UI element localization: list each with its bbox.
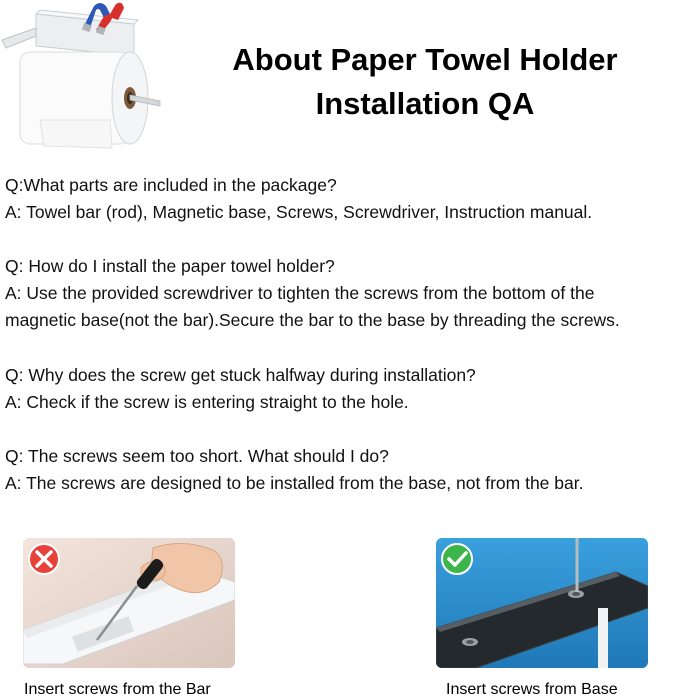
- answer-text: A: Towel bar (rod), Magnetic base, Screws, Screwdriver, Instruction manual.: [5, 202, 593, 222]
- product-image: [0, 0, 175, 152]
- wrong-x-icon: [29, 544, 59, 574]
- answer-text: magnetic base(not the bar).Secure the bar to the base by threading the screws.: [5, 310, 620, 330]
- question-text: Q: How do I install the paper towel holder?: [5, 256, 335, 276]
- question-text: Q: The screws seem too short. What should I do?: [5, 446, 389, 466]
- wrong-method-caption: Insert screws from the Bar: [24, 681, 211, 698]
- answer-text: A: Use the provided screwdriver to tighten the screws from the bottom of the: [5, 283, 595, 303]
- title-line-1: About Paper Towel Holder: [232, 42, 618, 77]
- page-title: [175, 38, 675, 126]
- question-text: Q: Why does the screw get stuck halfway during installation?: [5, 365, 476, 385]
- qa-item: [5, 443, 677, 497]
- right-method-caption: Insert screws from Base: [446, 681, 618, 698]
- wrong-method-photo: [23, 538, 235, 668]
- qa-item: [5, 172, 677, 226]
- right-method-photo: [436, 538, 648, 668]
- qa-item: [5, 362, 677, 416]
- answer-text: A: The screws are designed to be installed from the base, not from the bar.: [5, 473, 584, 493]
- title-line-2: Installation QA: [315, 86, 535, 121]
- qa-item: [5, 253, 677, 334]
- answer-text: A: Check if the screw is entering straight to the hole.: [5, 392, 409, 412]
- check-icon: [442, 544, 472, 574]
- question-text: Q:What parts are included in the package?: [5, 175, 337, 195]
